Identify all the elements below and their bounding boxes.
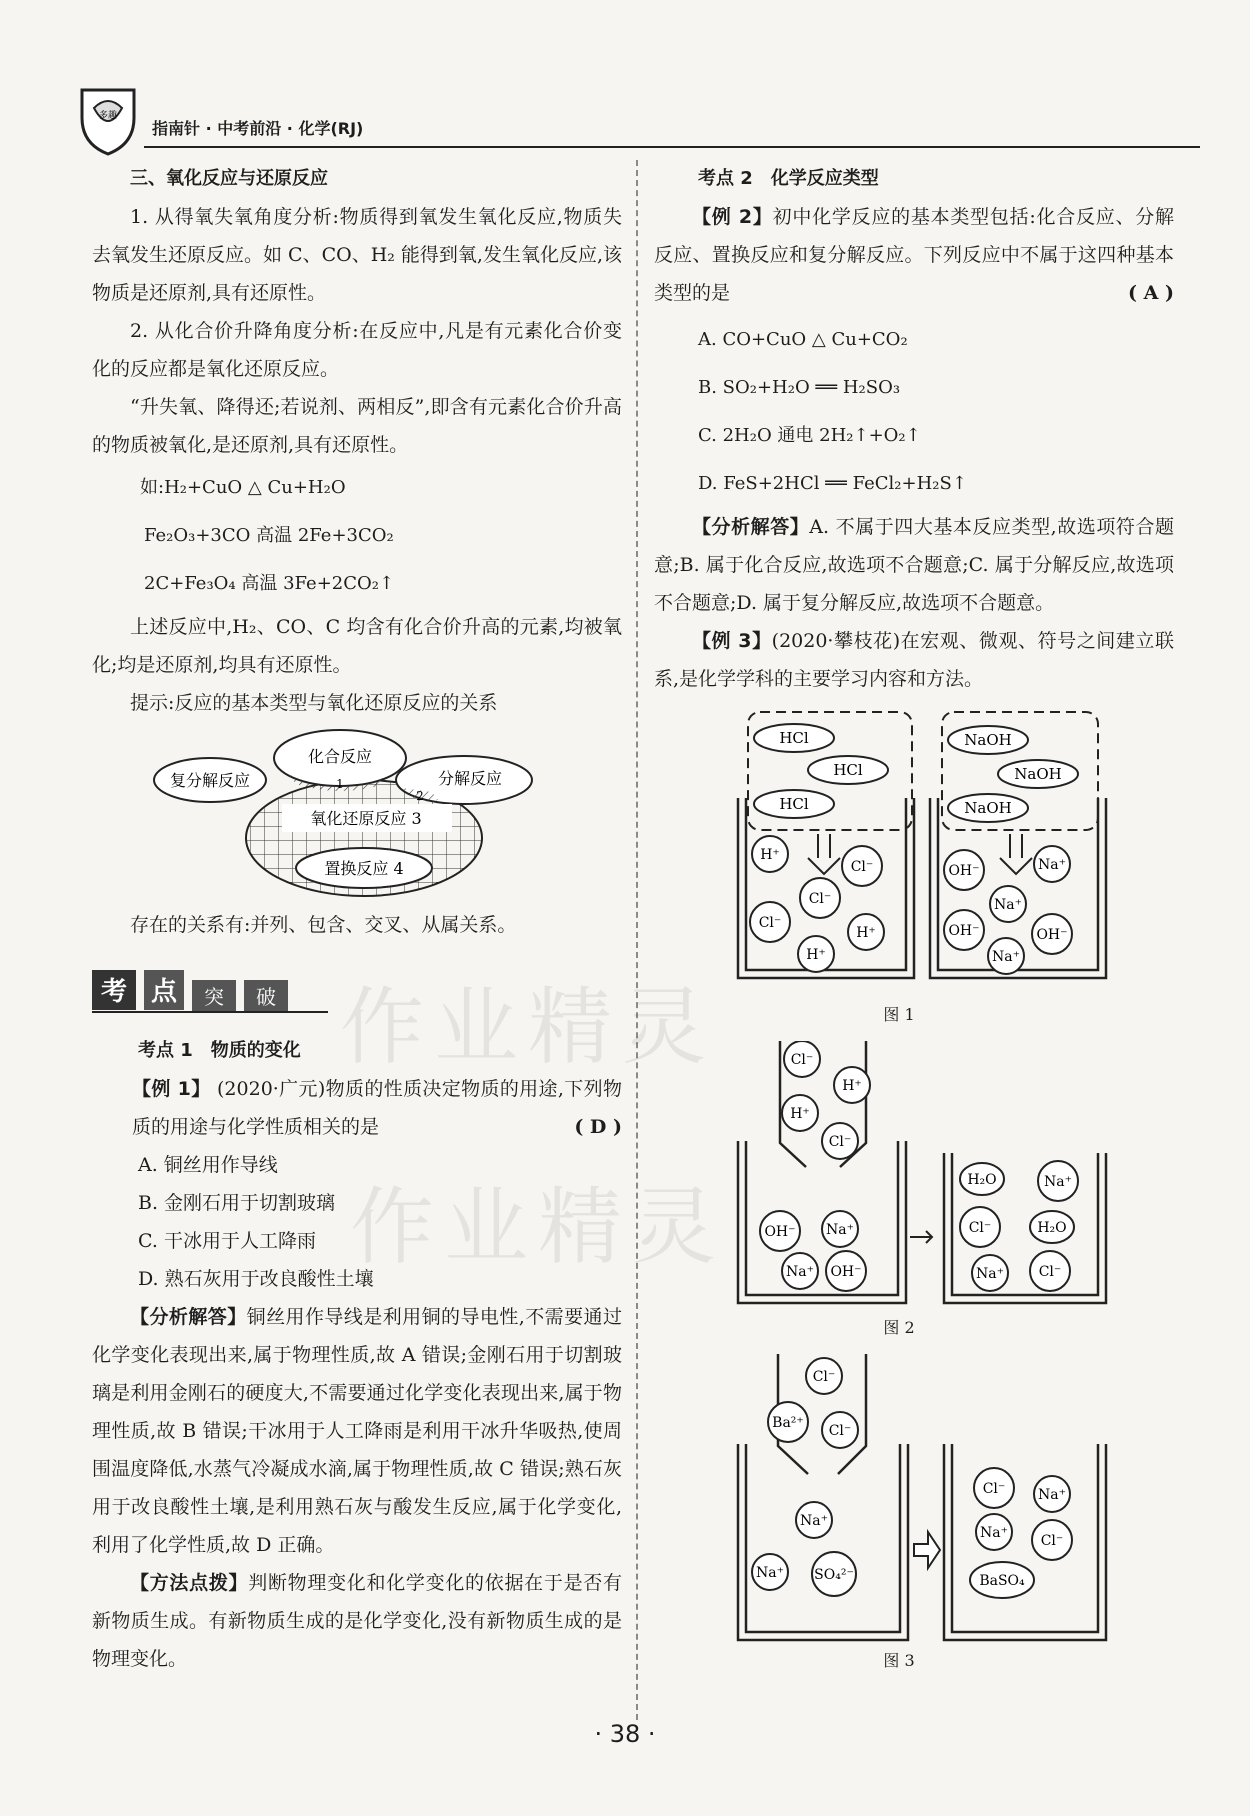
fig1-ion-l4: Cl⁻ [758, 915, 782, 931]
label-yanghua: 氧化还原反应 3 [310, 809, 422, 828]
figure-2-caption: 图 2 [883, 1318, 915, 1337]
label-zhihuan: 置换反应 4 [324, 859, 404, 878]
equation-2: Fe₂O₃+3CO 高温 2Fe+3CO₂ [144, 525, 394, 546]
example-1 [92, 1070, 622, 1146]
example-2-stem: 初中化学反应的基本类型包括:化合反应、分解反应、置换反应和复分解反应。下列反应中不属于这四种基本类型的是 [654, 206, 1174, 304]
header [70, 78, 1200, 150]
fig2-right-3: Cl⁻ [968, 1220, 992, 1236]
section-title: 三、氧化反应与还原反应 [130, 168, 328, 189]
fig3-left-2: Na⁺ [756, 1565, 784, 1581]
logo-text: 多趣 [98, 111, 118, 121]
example-2-option-a: A. CO+CuO △ Cu+CO₂ [698, 329, 908, 350]
fig2-funnel-3: H⁺ [790, 1106, 810, 1122]
example-2-answer: ( A ) [1128, 282, 1174, 304]
example-2 [654, 198, 1174, 312]
figure-3-caption: 图 3 [883, 1651, 915, 1670]
fig1-hcl-3: HCl [779, 795, 809, 813]
example-2-analysis [654, 508, 1174, 622]
example-3-stem: (2020·攀枝花)在宏观、微观、符号之间建立联系,是化学学科的主要学习内容和方法。 [654, 630, 1174, 690]
fig2-right-4: H₂O [1037, 1220, 1067, 1236]
label-fenjie: 分解反应 [437, 769, 503, 788]
example-2-analysis-tag: 【分析解答】 [692, 516, 810, 538]
fig3-right-2: Na⁺ [1038, 1487, 1066, 1503]
fig2-right-6: Cl⁻ [1038, 1264, 1062, 1280]
example-3 [654, 622, 1174, 698]
example-2-option-c: C. 2H₂O 通电 2H₂↑+O₂↑ [698, 425, 921, 446]
kaodian-1-title: 考点 1 物质的变化 [138, 1040, 301, 1061]
fig2-right-2: Na⁺ [1044, 1174, 1072, 1190]
kaodian-2-title: 考点 2 化学反应类型 [698, 168, 879, 189]
fig2-right-5: Na⁺ [976, 1266, 1004, 1282]
fig1-hcl-2: HCl [833, 761, 863, 779]
label-n1: 1 [336, 777, 344, 791]
paragraph-2: 2. 从化合价升降角度分析:在反应中,凡是有元素化合价变化的反应都是氧化还原反应。 [92, 320, 622, 380]
fig3-right-4: Cl⁻ [1040, 1533, 1064, 1549]
fig2-left-2: Na⁺ [826, 1222, 854, 1238]
fig1-ion-l5: H⁺ [856, 925, 876, 941]
header-rule [144, 146, 1200, 148]
fig1-ion-r4: OH⁻ [948, 923, 980, 939]
fig3-right-3: Na⁺ [980, 1525, 1008, 1541]
fig1-ion-l1: H⁺ [760, 847, 780, 863]
fig1-ion-r3: Na⁺ [994, 897, 1022, 913]
label-fufenjie: 复分解反应 [169, 771, 251, 790]
fig1-naoh-2: NaOH [1014, 765, 1062, 783]
fig1-ion-r1: OH⁻ [948, 863, 980, 879]
example-1-analysis [92, 1298, 622, 1564]
example-2-tag: 【例 2】 [692, 206, 773, 228]
watermark: 作业精灵 [340, 978, 717, 1076]
column-divider [636, 160, 638, 1720]
fig3-funnel-2: Ba²⁺ [772, 1415, 804, 1431]
kaodian-tupo-banner [92, 968, 332, 1014]
reaction-relation-diagram [152, 728, 572, 898]
example-2-option-d: D. FeS+2HCl ══ FeCl₂+H₂S↑ [698, 473, 967, 494]
fig1-naoh-1: NaOH [964, 731, 1012, 749]
method-tip-text: 判断物理变化和化学变化的依据在于是否有新物质生成。有新物质生成的是化学变化,没有新物质生成的是物理变化。 [92, 1572, 622, 1670]
fig2-right-1: H₂O [967, 1172, 997, 1188]
example-2-option-b: B. SO₂+H₂O ══ H₂SO₃ [698, 377, 901, 398]
fig2-left-4: OH⁻ [830, 1264, 862, 1280]
paragraph-3: “升失氧、降得还;若说剂、两相反”,即含有元素化合价升高的物质被氧化,是还原剂,具有还原性。 [92, 396, 622, 456]
example-2-analysis-text: A. 不属于四大基本反应类型,故选项符合题意;B. 属于化合反应,故选项不合题意;C. 属于分解反应,故选项不合题意;D. 属于复分解反应,故选项不合题意。 [654, 516, 1174, 614]
paragraph-1: 1. 从得氧失氧角度分析:物质得到氧发生氧化反应,物质失去氧发生还原反应。如 C、CO、H₂ 能得到氧,发生氧化反应,该物质是还原剂,具有还原性。 [92, 206, 622, 304]
fig3-left-3: SO₄²⁻ [814, 1567, 854, 1583]
fig3-funnel-1: Cl⁻ [812, 1369, 836, 1385]
fig3-right-5: BaSO₄ [979, 1573, 1025, 1589]
example-1-stem: (2020·广元)物质的性质决定物质的用途,下列物质的用途与化学性质相关的是 [132, 1078, 622, 1138]
example-1-answer: ( D ) [574, 1116, 622, 1138]
fig2-funnel-2: H⁺ [842, 1078, 862, 1094]
figure-2 [734, 1041, 1154, 1311]
example-1-option-c: C. 干冰用于人工降雨 [138, 1230, 316, 1252]
figure-3 [734, 1354, 1154, 1644]
example-1-option-d: D. 熟石灰用于改良酸性土壤 [138, 1268, 374, 1290]
logo [74, 84, 142, 156]
fig1-ion-l6: H⁺ [806, 947, 826, 963]
header-title: 指南针 · 中考前沿 · 化学(RJ) [152, 119, 364, 138]
fig3-right-1: Cl⁻ [982, 1481, 1006, 1497]
example-1-tag: 【例 1】 [132, 1078, 211, 1100]
label-n2: 2 [416, 789, 424, 803]
fig2-left-1: OH⁻ [764, 1224, 796, 1240]
fig1-naoh-3: NaOH [964, 799, 1012, 817]
left-column [92, 160, 622, 944]
fig1-hcl-1: HCl [779, 729, 809, 747]
figure-1 [734, 708, 1174, 998]
method-tip-tag: 【方法点拨】 [130, 1572, 249, 1594]
method-tip [92, 1564, 622, 1678]
banner-char-2: 点 [150, 977, 178, 1007]
fig1-ion-l2: Cl⁻ [850, 859, 874, 875]
fig2-funnel-1: Cl⁻ [790, 1052, 814, 1068]
label-huahe: 化合反应 [307, 747, 373, 766]
figure-1-caption: 图 1 [883, 1005, 915, 1024]
fig2-left-3: Na⁺ [786, 1264, 814, 1280]
paragraph-4: 上述反应中,H₂、CO、C 均含有化合价升高的元素,均被氧化;均是还原剂,均具有还原性。 [92, 616, 622, 676]
watermark-2: 作业精灵 [350, 1178, 727, 1276]
example-1-option-a: A. 铜丝用作导线 [138, 1154, 278, 1176]
banner-char-1: 考 [100, 977, 128, 1007]
paragraph-5: 提示:反应的基本类型与氧化还原反应的关系 [130, 692, 498, 714]
equation-1: 如:H₂+CuO △ Cu+H₂O [140, 477, 346, 498]
example-1-option-b: B. 金刚石用于切割玻璃 [138, 1192, 336, 1214]
fig1-ion-r5: OH⁻ [1036, 927, 1068, 943]
fig3-left-1: Na⁺ [800, 1513, 828, 1529]
fig1-ion-r6: Na⁺ [992, 949, 1020, 965]
left-column-lower [92, 1032, 622, 1678]
fig1-ion-l3: Cl⁻ [808, 891, 832, 907]
example-3-tag: 【例 3】 [692, 630, 772, 652]
right-column [654, 160, 1174, 1671]
fig1-ion-r2: Na⁺ [1038, 857, 1066, 873]
example-1-analysis-text: 铜丝用作导线是利用铜的导电性,不需要通过化学变化表现出来,属于物理性质,故 A 错误;金刚石用于切割玻璃是利用金刚石的硬度大,不需要通过化学变化表现出来,属于物理性质,故 B 错误;干冰用于人工降雨是利用干冰升华吸热,使周围温度降低,水蒸气冷凝成水滴,属于物理性质,故 C 错误;熟石灰用于改良酸性土壤,是利用熟石灰与酸发生反应,属于化学变化,利用了化学性质,故 D 正确。 [92, 1306, 622, 1556]
fig2-funnel-4: Cl⁻ [828, 1134, 852, 1150]
equation-3: 2C+Fe₃O₄ 高温 3Fe+2CO₂↑ [144, 573, 395, 594]
banner-char-4: 破 [256, 985, 276, 1009]
example-1-analysis-tag: 【分析解答】 [130, 1306, 247, 1328]
paragraph-6: 存在的关系有:并列、包含、交叉、从属关系。 [130, 914, 517, 936]
page-number: · 38 · [594, 1720, 656, 1748]
banner-char-3: 突 [204, 985, 224, 1009]
fig3-funnel-3: Cl⁻ [828, 1423, 852, 1439]
